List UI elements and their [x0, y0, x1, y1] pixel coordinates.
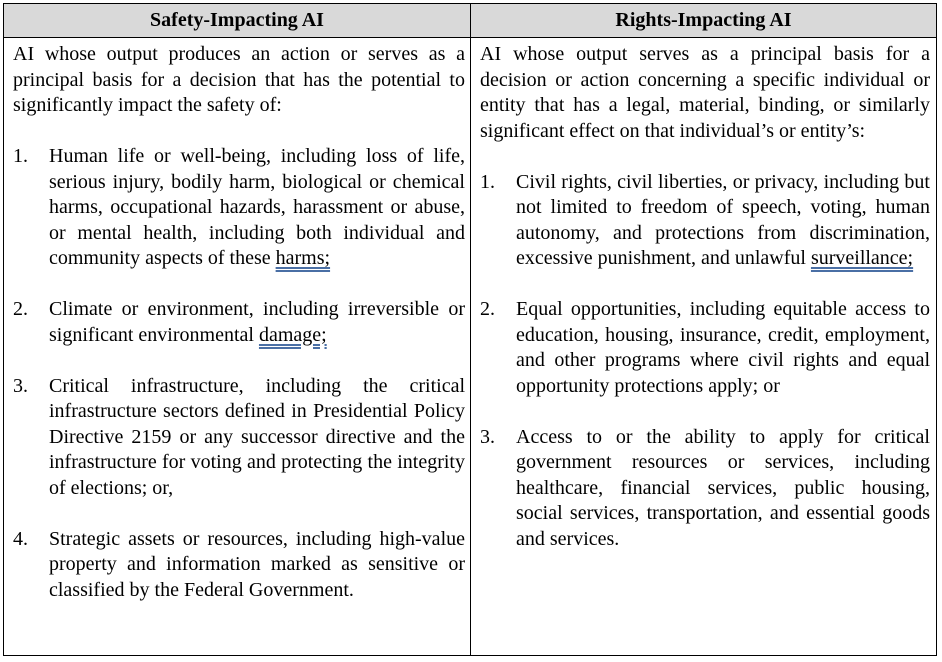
list-number: 3. [480, 425, 495, 448]
list-number: 1. [13, 145, 28, 167]
list-text [516, 170, 930, 272]
list-item [480, 425, 930, 553]
list-number: 3. [13, 374, 28, 397]
list-text [49, 144, 465, 272]
list-number: 4. [13, 527, 28, 550]
column-body [471, 38, 936, 552]
column-heading: Rights-Impacting AI [471, 4, 936, 38]
list-item [13, 297, 465, 348]
list-text: Equal opportunities, including equitable access to education, housing, insurance, credit, employment, and other programs where civil rights and equal opportunity protections apply; or [516, 298, 930, 397]
list-text-body: Human life or well-being, including loss of life, serious injury, bodily harm, biological or chemical harms, occupational hazards, harassment or abuse, or mental health, including both individual and community aspects of these [49, 145, 465, 269]
list-item [13, 374, 465, 502]
list-number: 2. [480, 298, 495, 320]
list-text: Access to or the ability to apply for critical government resources or services, including healthcare, financial services, public housing, social services, transportation, and essential goods and services. [516, 425, 930, 550]
column-body [4, 38, 470, 603]
list-item [13, 144, 465, 272]
numbered-list [480, 170, 930, 553]
underlined-word: damage; [258, 323, 327, 346]
comparison-table [3, 3, 937, 656]
list-text-body: Climate or environment, including irreversible or significant environmental [49, 298, 465, 346]
list-text: Strategic assets or resources, including high-value property and information marked as sensitive or classified by the Federal Government. [49, 527, 465, 601]
list-item [13, 527, 465, 604]
list-text-body: Civil rights, civil liberties, or privacy, including but not limited to freedom of speech, voting, human autonomy, and protections from discrimination, excessive punishment, and unlawful [516, 170, 930, 269]
numbered-list [13, 144, 465, 603]
list-item [480, 297, 930, 399]
list-text: Critical infrastructure, including the critical infrastructure sectors defined in Presidential Policy Directive 2159 or any successor directive and the infrastructure for voting and protecting the integrity of elections; or, [49, 374, 465, 499]
list-item [480, 170, 930, 272]
list-number: 1. [480, 170, 495, 193]
rights-impacting-column [471, 4, 936, 655]
list-number: 2. [13, 298, 28, 320]
underlined-word: harms; [275, 247, 331, 269]
column-intro: AI whose output produces an action or serves as a principal basis for a decision that has the potential to significantly impact the safety of: [13, 43, 465, 116]
underlined-word: surveillance; [810, 247, 914, 269]
column-heading: Safety-Impacting AI [4, 4, 470, 38]
list-text [49, 297, 465, 348]
column-intro: AI whose output serves as a principal basis for a decision or action concerning a specific individual or entity that has a legal, material, binding, or similarly significant effect on that individual’s or entity’s: [480, 43, 930, 142]
safety-impacting-column [4, 4, 471, 655]
